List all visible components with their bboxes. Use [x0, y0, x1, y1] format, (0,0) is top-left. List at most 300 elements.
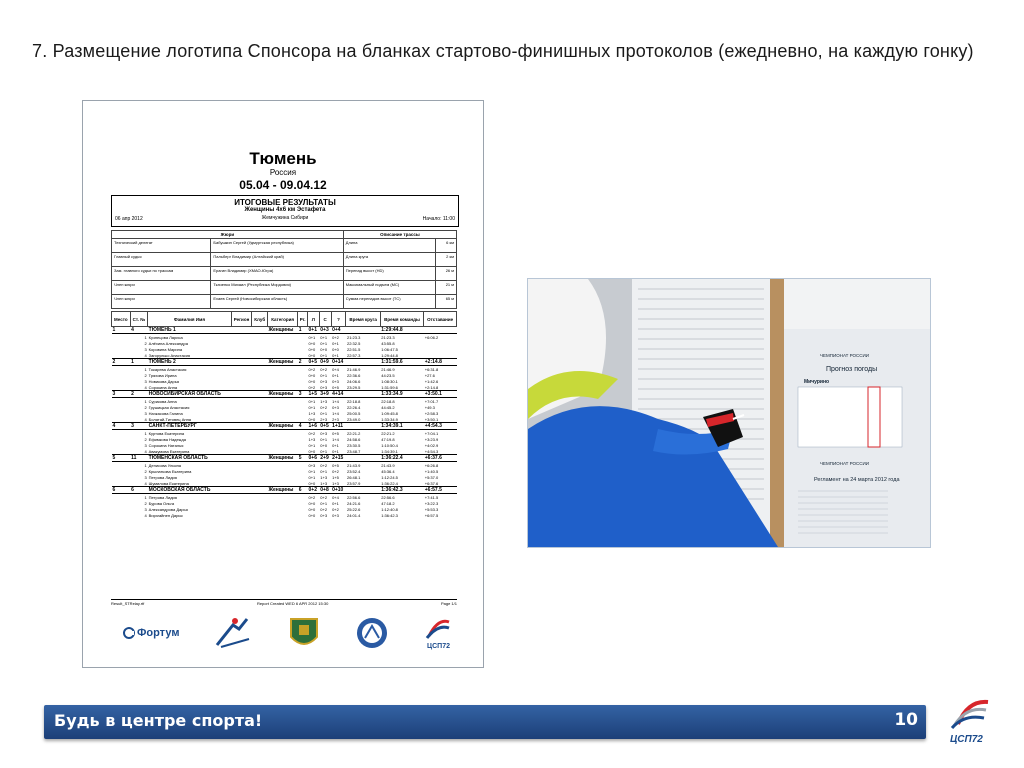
footer-page: Page 1/1 — [440, 601, 457, 606]
results-column-header: Фамилия Имя — [148, 312, 231, 327]
team-lap-time — [346, 391, 380, 398]
team-total: 2+15 — [331, 455, 346, 462]
team-behind: +6:57.5 — [424, 487, 457, 494]
team-rank: 4 — [298, 423, 308, 430]
team-category: Женщины — [267, 359, 297, 366]
member-behind: +5:53.3 — [424, 506, 439, 512]
member-number: 3 — [144, 346, 147, 352]
member-team-time: 21:23.3 — [381, 334, 395, 340]
member-standing: 0+1 — [320, 436, 328, 442]
member-name: Вирзгайнен Дарья — [148, 512, 183, 518]
member-prone: 0+1 — [308, 442, 316, 448]
member-behind: +4:02.9 — [424, 442, 439, 448]
member-prone: 1+3 — [308, 410, 316, 416]
team-name: ТЮМЕНЬ 2 — [148, 359, 231, 366]
member-name: Начкасова Галина — [148, 410, 183, 416]
course-param: Перепад высот (HD) — [343, 267, 436, 281]
member-lap-time: 24:01.4 — [346, 512, 361, 518]
member-number: 2 — [144, 340, 147, 346]
member-standing: 1+3 — [320, 480, 328, 486]
member-behind: +49.3 — [424, 404, 435, 410]
member-category — [267, 512, 297, 518]
member-standing: 0+1 — [320, 340, 328, 346]
member-lap-time: 21:43.9 — [346, 462, 361, 468]
member-standing: 0+1 — [320, 334, 328, 340]
member-name: Авакумова Екатерина — [148, 448, 190, 454]
biathlete-logo-icon — [213, 615, 253, 651]
team-time: 1:34:39.1 — [380, 423, 424, 430]
member-lap-time: 23:52.4 — [346, 468, 361, 474]
slogan-bar — [44, 705, 926, 739]
member-lap-time: 22:51.5 — [346, 346, 361, 352]
jury-name: Пальберг Владимир (Алтайский край) — [211, 253, 343, 267]
results-column-header: Ст. № — [130, 312, 148, 327]
team-prone: 0+5 — [308, 359, 320, 366]
team-lap-time — [346, 455, 380, 462]
team-prone: 0+6 — [308, 455, 320, 462]
member-number: 2 — [144, 436, 147, 442]
member-team-time: 1:06:47.5 — [381, 346, 398, 352]
member-team-time: 1:29:44.8 — [381, 352, 398, 358]
member-total: 0+4 — [332, 366, 339, 372]
member-behind: +6:06.2 — [424, 334, 439, 340]
protocol-dates: 05.04 - 09.04.12 — [239, 178, 327, 192]
member-standing: 2+3 — [320, 416, 328, 422]
member-prone: 0+0 — [308, 372, 316, 378]
course-value: 2 км — [436, 253, 457, 267]
team-bib: 6 — [130, 487, 148, 494]
member-total: 0+3 — [332, 512, 339, 518]
member-total: 2+3 — [332, 416, 339, 422]
results-column-header: Время круга — [346, 312, 380, 327]
member-team-time: 22:18.8 — [381, 398, 395, 404]
footer-filename: Result_STRelay.rtf — [111, 601, 145, 606]
results-table — [111, 311, 457, 518]
team-bib: 2 — [130, 391, 148, 398]
member-total: 0+4 — [332, 494, 339, 500]
results-column-header: Л — [308, 312, 320, 327]
results-column-header: Рг. — [298, 312, 308, 327]
team-row — [112, 423, 457, 430]
results-column-header: С — [319, 312, 331, 327]
reglament-title: Регламент на 24 марта 2012 года — [814, 477, 900, 483]
member-name: Сорокина Наталья — [148, 442, 184, 448]
protocol-footer — [111, 599, 457, 606]
member-number: 2 — [144, 468, 147, 474]
course-value: 65 м — [436, 295, 457, 309]
member-lap-time: 23:48.7 — [346, 448, 361, 454]
member-behind: +27.6 — [424, 372, 435, 378]
team-region — [231, 359, 252, 366]
member-name: Сурикова Анна — [148, 398, 177, 404]
member-name: Коровина Марина — [148, 346, 183, 352]
jury-name: Ткаченко Михаил (Республика Мордовия) — [211, 281, 343, 295]
race-start-time: Начало: 11:00 — [422, 216, 455, 222]
member-name: Сорокина Анна — [148, 384, 178, 390]
team-time: 1:36:22.4 — [380, 455, 424, 462]
member-total: 0+5 — [332, 462, 339, 468]
member-number: 1 — [144, 398, 147, 404]
member-number: 3 — [144, 474, 147, 480]
member-total: 0+1 — [332, 442, 339, 448]
jury-role: Технический делегат — [112, 239, 211, 253]
results-header-box — [111, 195, 459, 227]
member-number: 4 — [144, 352, 147, 358]
member-number: 4 — [144, 416, 147, 422]
forecast-title: Прогноз погоды — [826, 366, 878, 373]
team-row — [112, 359, 457, 366]
member-standing: 0+1 — [320, 352, 328, 358]
member-standing: 0+2 — [320, 506, 328, 512]
member-standing: 1+3 — [320, 398, 328, 404]
photo-illustration — [528, 279, 930, 547]
biathlon-union-logo-icon — [355, 616, 389, 650]
fortum-icon — [123, 627, 135, 639]
team-standing: 0+9 — [319, 359, 331, 366]
team-row — [112, 487, 457, 494]
svg-text:ЦСП72: ЦСП72 — [950, 734, 983, 745]
member-behind: +7:41.5 — [424, 494, 439, 500]
member-behind: +6:31.8 — [424, 366, 439, 372]
member-prone: 0+1 — [308, 334, 316, 340]
member-lap-time: 22:26.4 — [346, 404, 361, 410]
jury-name: Ерагин Владимир (ХМАО-Югра) — [211, 267, 343, 281]
member-number: 4 — [144, 512, 147, 518]
member-lap-time: 24:06.6 — [346, 378, 361, 384]
member-total: 1+3 — [332, 480, 339, 486]
member-prone: 0+2 — [308, 494, 316, 500]
jury-role: Член жюри — [112, 295, 211, 309]
member-prone: 0+0 — [308, 448, 316, 454]
course-param: Сумма перепадов высот (TC) — [343, 295, 436, 309]
team-name: МОСКОВСКАЯ ОБЛАСТЬ — [148, 487, 231, 494]
member-prone: 0+3 — [308, 462, 316, 468]
team-row — [112, 327, 457, 334]
jury-row — [112, 253, 457, 267]
team-row — [112, 455, 457, 462]
team-lap-time — [346, 359, 380, 366]
member-standing: 0+2 — [320, 366, 328, 372]
forecast-place: Мичурино — [804, 379, 830, 385]
team-rank: 1 — [298, 327, 308, 334]
member-standing: 0+1 — [320, 410, 328, 416]
member-lap-time: 24:21.6 — [346, 500, 361, 506]
member-team-time: 1:09:45.8 — [381, 410, 398, 416]
results-column-header: Регион — [231, 312, 252, 327]
team-prone: 0+2 — [308, 487, 320, 494]
jury-table — [111, 230, 457, 309]
member-name: Денисова Ульяна — [148, 462, 182, 468]
jury-name: Бабушкин Сергей (Удмуртская республика) — [211, 239, 343, 253]
team-name: ТЮМЕНСКАЯ ОБЛАСТЬ — [148, 455, 231, 462]
member-number: 2 — [144, 404, 147, 410]
jury-row — [112, 281, 457, 295]
member-number: 1 — [144, 334, 147, 340]
member-team-time: 1:36:22.4 — [381, 480, 398, 486]
member-total: 0+5 — [332, 430, 339, 436]
member-team-time: 1:34:39.1 — [381, 448, 398, 454]
team-standing: 2+9 — [319, 455, 331, 462]
member-standing: 0+1 — [320, 500, 328, 506]
member-lap-time: 22:36.6 — [346, 372, 361, 378]
member-prone: 0+1 — [308, 474, 316, 480]
member-name: Токарева Анастасия — [148, 366, 187, 372]
member-team-time: 1:12:24.5 — [381, 474, 398, 480]
team-behind: +3:50.1 — [424, 391, 457, 398]
member-number: 3 — [144, 506, 147, 512]
team-prone: 1+5 — [308, 391, 320, 398]
slogan-text: Будь в центре спорта! — [54, 711, 263, 730]
team-behind: +6:37.6 — [424, 455, 457, 462]
team-club — [252, 487, 268, 494]
member-prone: 0+1 — [308, 398, 316, 404]
team-time: 1:33:34.9 — [380, 391, 424, 398]
member-name: Александрова Дарья — [148, 506, 188, 512]
jury-role: Главный судья — [112, 253, 211, 267]
team-category: Женщины — [267, 391, 297, 398]
jury-role: Зам. главного судьи по трассам — [112, 267, 211, 281]
member-behind: +6:26.8 — [424, 462, 439, 468]
fortum-logo — [123, 627, 179, 639]
member-lap-time: 21:23.3 — [346, 334, 361, 340]
team-place: 1 — [112, 327, 131, 334]
jury-row — [112, 295, 457, 309]
member-team-time: 47:19.8 — [381, 436, 395, 442]
team-region — [231, 327, 252, 334]
member-number: 3 — [144, 378, 147, 384]
jury-header: Жюри — [112, 231, 344, 239]
course-param: Максимальный подъем (MC) — [343, 281, 436, 295]
team-standing: 0+8 — [319, 487, 331, 494]
member-prone: 0+2 — [308, 430, 316, 436]
member-behind: +6:37.6 — [424, 480, 439, 486]
team-club — [252, 423, 268, 430]
member-rank — [298, 512, 308, 518]
member-team-time: 21:46.9 — [381, 366, 395, 372]
jury-row — [112, 267, 457, 281]
member-lap-time: 21:46.9 — [346, 366, 361, 372]
member-team-time: 1:31:59.6 — [381, 384, 398, 390]
member-name: Тряхова Ирина — [148, 372, 177, 378]
team-standing: 3+9 — [319, 391, 331, 398]
member-prone: 0+0 — [308, 506, 316, 512]
team-region — [231, 487, 252, 494]
member-total: 0+2 — [332, 506, 339, 512]
member-number: 2 — [144, 500, 147, 506]
team-rank: 3 — [298, 391, 308, 398]
member-standing: 0+1 — [320, 372, 328, 378]
results-column-header: Категория — [267, 312, 297, 327]
member-name: Кузнецова Лариса — [148, 334, 183, 340]
team-club — [252, 391, 268, 398]
member-team-time: 1:36:42.3 — [381, 512, 398, 518]
footer-report-created: Report Created WED 6 APR 2012 15:30 — [256, 601, 329, 606]
member-lap-time: 23:29.5 — [346, 384, 361, 390]
board-title-2: ЧЕМПИОНАТ РОССИИ — [820, 461, 869, 466]
member-prone: 0+2 — [308, 384, 316, 390]
member-standing: 0+3 — [320, 378, 328, 384]
team-name: САНКТ-ПЕТЕРБУРГ — [148, 423, 231, 430]
member-team-time: 22:56.6 — [381, 494, 395, 500]
member-behind: +1:40.5 — [424, 468, 439, 474]
member-prone: 0+0 — [308, 378, 316, 384]
team-bib: 3 — [130, 423, 148, 430]
member-standing: 0+2 — [320, 462, 328, 468]
member-team-time: 21:43.9 — [381, 462, 395, 468]
member-prone: 0+1 — [308, 404, 316, 410]
member-total: 0+5 — [332, 384, 339, 390]
member-total: 1+4 — [332, 410, 339, 416]
team-total: 0+10 — [331, 487, 346, 494]
member-prone: 1+3 — [308, 436, 316, 442]
member-behind: +7:01.7 — [424, 398, 439, 404]
team-total: 1+11 — [331, 423, 346, 430]
member-number: 1 — [144, 430, 147, 436]
team-standing: 0+5 — [319, 423, 331, 430]
course-value: 21 м — [436, 281, 457, 295]
member-lap-time: 25:00.5 — [346, 410, 361, 416]
team-club — [252, 455, 268, 462]
team-club — [252, 359, 268, 366]
team-total: 0+4 — [331, 327, 346, 334]
member-prone: 0+0 — [308, 352, 316, 358]
member-behind: +2:58.3 — [424, 410, 439, 416]
member-club — [252, 512, 268, 518]
member-name: Алёхина Александра — [148, 340, 188, 346]
member-standing: 0+3 — [320, 384, 328, 390]
member-spacer — [112, 512, 131, 518]
team-place: 6 — [112, 487, 131, 494]
course-value: 6 км — [436, 239, 457, 253]
member-lap-time: 22:21.2 — [346, 430, 361, 436]
csp72-corner-logo-icon — [944, 694, 996, 746]
member-behind: +7:04.1 — [424, 430, 439, 436]
team-place: 2 — [112, 359, 131, 366]
member-number: 3 — [144, 410, 147, 416]
jury-name: Ехаев Сергей (Новосибирская область) — [211, 295, 343, 309]
team-lap-time — [346, 423, 380, 430]
fortum-logo-text: Фортум — [137, 627, 180, 639]
member-name: Грушицкая Анастасия — [148, 404, 190, 410]
member-prone: 0+0 — [308, 346, 316, 352]
member-name: Новикова Дарья — [148, 378, 179, 384]
team-rank: 2 — [298, 359, 308, 366]
member-total: 0+1 — [332, 372, 339, 378]
member-name: Болатай-Титовец Анна — [148, 416, 192, 422]
team-time: 1:36:42.3 — [380, 487, 424, 494]
member-standing: 0+2 — [320, 404, 328, 410]
member-behind: +3:23.9 — [424, 436, 439, 442]
team-rank: 5 — [298, 455, 308, 462]
team-category: Женщины — [267, 487, 297, 494]
member-behind: +6:57.5 — [424, 512, 439, 518]
team-row — [112, 391, 457, 398]
member-lap-time: 22:32.5 — [346, 340, 361, 346]
results-board-photo — [527, 278, 931, 548]
member-total: 0+1 — [332, 448, 339, 454]
protocol-country: Россия — [269, 168, 297, 177]
course-header: Описание трассы — [343, 231, 456, 239]
member-number: 2 — [144, 372, 147, 378]
member-lap-time: 24:58.6 — [346, 436, 361, 442]
member-row — [112, 512, 457, 518]
jury-role: Член жюри — [112, 281, 211, 295]
member-name: Куртова Екатерина — [148, 430, 185, 436]
member-name: Петрова Лидия — [148, 494, 177, 500]
venue-name: Жемчужина Сибири — [261, 215, 309, 221]
team-behind: +2:14.8 — [424, 359, 457, 366]
results-column-header: Клуб — [252, 312, 268, 327]
member-team-time: 1:10:50.4 — [381, 442, 398, 448]
team-place: 5 — [112, 455, 131, 462]
member-standing: 0+1 — [320, 468, 328, 474]
member-total: 0+2 — [332, 468, 339, 474]
member-team-time: 43:55.8 — [381, 340, 395, 346]
member-total: 0+1 — [332, 500, 339, 506]
member-lap-time: 22:57.3 — [346, 352, 361, 358]
member-team-time: 1:08:30.1 — [381, 378, 398, 384]
member-name: Бурова Ольга — [148, 500, 175, 506]
member-lap-time: 26:48.1 — [346, 474, 361, 480]
member-behind: +1:42.6 — [424, 378, 439, 384]
page-number: 10 — [894, 710, 918, 730]
team-place: 4 — [112, 423, 131, 430]
course-value: 26 м — [436, 267, 457, 281]
member-name: Ефимкова Надежда — [148, 436, 186, 442]
member-name: Шумилова Екатерина — [148, 480, 189, 486]
member-prone: 0+1 — [308, 468, 316, 474]
member-number: 1 — [144, 494, 147, 500]
member-behind: +2:14.8 — [424, 384, 439, 390]
member-standing: 0+0 — [320, 442, 328, 448]
member-lap-time: 22:56.6 — [346, 494, 361, 500]
member-number: 4 — [144, 384, 147, 390]
team-region — [231, 455, 252, 462]
team-category: Женщины — [267, 455, 297, 462]
team-prone: 0+1 — [308, 327, 320, 334]
event-name: Женщины 4x6 км Эстафета — [244, 207, 326, 213]
team-lap-time — [346, 327, 380, 334]
member-standing: 1+3 — [320, 474, 328, 480]
member-lap-time: 23:57.9 — [346, 480, 361, 486]
team-total: 4+14 — [331, 391, 346, 398]
member-behind: +5:37.0 — [424, 474, 439, 480]
jury-row — [112, 239, 457, 253]
member-lap-time: 25:22.6 — [346, 506, 361, 512]
course-param: Длина — [343, 239, 436, 253]
member-standing: 0+1 — [320, 448, 328, 454]
member-prone: 0+0 — [308, 416, 316, 422]
member-name: Крылаткова Екатерина — [148, 468, 192, 474]
member-prone: 0+2 — [308, 366, 316, 372]
member-team-time: 1:33:34.9 — [381, 416, 398, 422]
team-total: 0+14 — [331, 359, 346, 366]
team-rank: 6 — [298, 487, 308, 494]
member-total: 0+3 — [332, 404, 339, 410]
team-bib: 11 — [130, 455, 148, 462]
member-standing: 0+0 — [320, 346, 328, 352]
member-standing: 0+2 — [320, 494, 328, 500]
team-bib: 1 — [130, 359, 148, 366]
member-name: Загорулько Анастасия — [148, 352, 191, 358]
results-column-header: Отставание — [424, 312, 457, 327]
member-standing: 0+3 — [320, 430, 328, 436]
member-number: 1 — [144, 462, 147, 468]
member-lap-time: 23:49.0 — [346, 416, 361, 422]
member-team-time: 44:23.5 — [381, 372, 395, 378]
member-total: 1+4 — [332, 436, 339, 442]
member-number: 4 — [144, 480, 147, 486]
